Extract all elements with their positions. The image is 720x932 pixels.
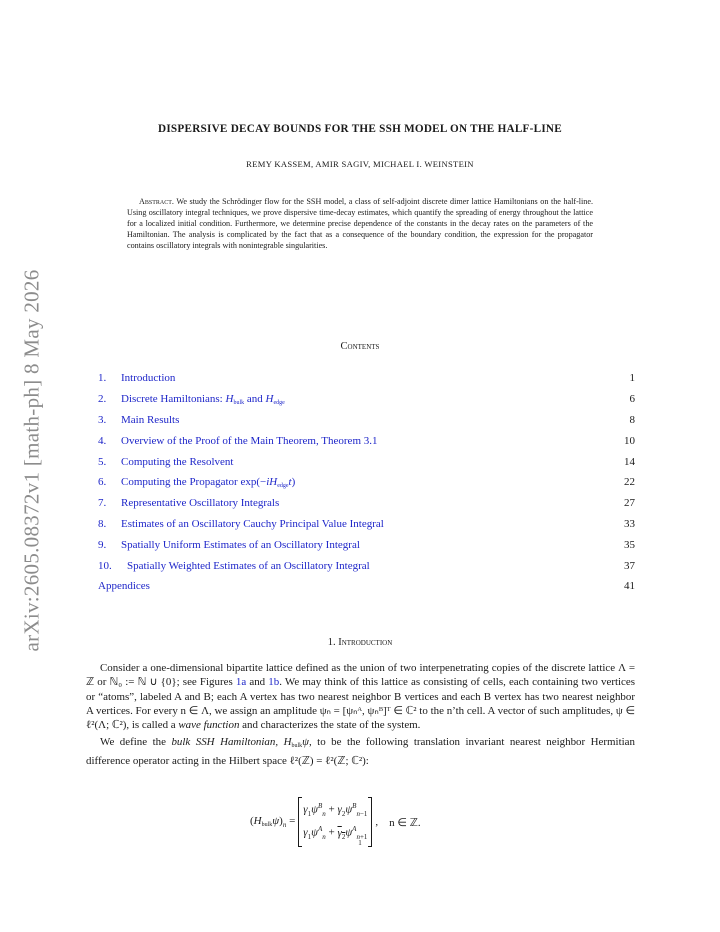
toc-page-number: 37 bbox=[624, 559, 635, 572]
toc-entry[interactable] bbox=[98, 472, 635, 493]
toc-entry-link[interactable]: 6. Computing the Propagator $\exp(-iH_{edge}t)$ bbox=[98, 475, 296, 489]
toc-entry[interactable] bbox=[98, 555, 635, 576]
toc-page-number: 8 bbox=[629, 413, 635, 426]
toc-entry[interactable] bbox=[98, 514, 635, 535]
bulk-hamiltonian-equation: $(H_{bulk}\psi)_n$ = $\gamma_1\psi^B_n + \gamma_2\psi^B_{n-1}$ $\gamma_1\psi^A_n + \gamma_2\psi^A_{n+1}$ , n ∈ ℤ. bbox=[250, 802, 421, 842]
toc-entry-link[interactable]: 1. Introduction bbox=[98, 372, 176, 385]
toc-entry[interactable] bbox=[98, 493, 635, 514]
toc-page-number: 6 bbox=[629, 393, 635, 406]
paragraph: Consider a one-dimensional bipartite lattice defined as the union of two interpenetrating copies of the discrete lattice Λ = ℤ or ℕ₀ := ℕ ∪ {0}; see Figures 1a and 1b. We may think of this lattice as consisting of cells, each containing two vertices or “atoms”, labeled A and B; each A vertex has two nearest neighbor B vertices and each B vertex has two nearest neighbor A vertices. For every n ∈ Λ, we assign an amplitude ψₙ = [ψₙᴬ, ψₙᴮ]ᵀ ∈ ℂ² to the n’th cell. A vector of such amplitudes, ψ ∈ ℓ²(Λ; ℂ²), is called a wave function and characterizes the state of the system. bbox=[86, 662, 635, 732]
abstract-label: Abstract. bbox=[139, 197, 174, 206]
toc-entry[interactable] bbox=[98, 389, 635, 410]
toc-entry[interactable] bbox=[98, 430, 635, 451]
introduction-body bbox=[86, 661, 635, 768]
paper-title: DISPERSIVE DECAY BOUNDS FOR THE SSH MODEL ON THE HALF-LINE bbox=[158, 123, 562, 135]
toc-entry[interactable] bbox=[98, 576, 635, 597]
toc-entry-link[interactable]: 8. Estimates of an Oscillatory Cauchy Principal Value Integral bbox=[98, 517, 384, 530]
toc-page-number: 35 bbox=[624, 538, 635, 551]
abstract bbox=[127, 196, 593, 251]
toc-entry[interactable] bbox=[98, 410, 635, 431]
toc-page-number: 41 bbox=[624, 580, 635, 593]
paragraph: We define the bulk SSH Hamiltonian, $H_{bulk}\psi$, to be the following translation invariant nearest neighbor Hermitian difference operator acting in the Hilbert space ℓ²(ℤ) = ℓ²(ℤ; ℂ²): bbox=[86, 736, 635, 767]
toc-entry-link[interactable]: 5. Computing the Resolvent bbox=[98, 455, 234, 468]
table-of-contents bbox=[98, 368, 635, 597]
section-title: Introduction bbox=[338, 637, 393, 648]
toc-entry-link[interactable]: 9. Spatially Uniform Estimates of an Oscillatory Integral bbox=[98, 538, 360, 551]
toc-entry-link[interactable]: 3. Main Results bbox=[98, 413, 180, 426]
toc-page-number: 33 bbox=[624, 517, 635, 530]
contents-heading: Contents bbox=[340, 341, 380, 352]
figure-link-1b[interactable]: 1b bbox=[268, 676, 280, 689]
toc-entry-link[interactable]: 10. Spatially Weighted Estimates of an Oscillatory Integral bbox=[98, 559, 370, 572]
toc-page-number: 27 bbox=[624, 497, 635, 510]
equation-vector: $\gamma_1\psi^B_n + \gamma_2\psi^B_{n-1}$ $\gamma_1\psi^A_n + \gamma_2\psi^A_{n+1}$ bbox=[298, 798, 372, 846]
toc-page-number: 10 bbox=[624, 434, 635, 447]
toc-page-number: 14 bbox=[624, 455, 635, 468]
author-list: REMY KASSEM, AMIR SAGIV, MICHAEL I. WEINSTEIN bbox=[246, 159, 474, 169]
figure-link-1a[interactable]: 1a bbox=[235, 676, 247, 689]
toc-page-number: 22 bbox=[624, 476, 635, 489]
toc-entry-link[interactable]: 4. Overview of the Proof of the Main Theorem, Theorem 3.1 bbox=[98, 434, 378, 447]
arxiv-identifier: arXiv:2605.08372v1 [math-ph] 8 May 2026 bbox=[19, 268, 44, 652]
toc-entry-link[interactable]: 7. Representative Oscillatory Integrals bbox=[98, 497, 280, 510]
arxiv-stamp bbox=[14, 240, 50, 680]
toc-entry[interactable] bbox=[98, 451, 635, 472]
toc-entry[interactable] bbox=[98, 368, 635, 389]
toc-entry[interactable] bbox=[98, 534, 635, 555]
toc-page-number: 1 bbox=[629, 372, 635, 385]
abstract-text: We study the Schrödinger flow for the SSH model, a class of self-adjoint discrete dimer lattice Hamiltonians on the half-line. Using oscillatory integral techniques, we prove dispersive time-decay estimates, which quantify the spreading of energy throughout the lattice for a localized initial condition. Furthermore, we determine precise dependence of the constants in the decay rates on the parameters of the Hamiltonian. The analysis is complicated by the fact that as a consequence of the boundary condition, the expression for the propagator contains oscillatory integrals with nonintegrable singularities. bbox=[127, 197, 593, 251]
page-number: 1 bbox=[358, 839, 362, 847]
toc-entry-link[interactable]: Appendices bbox=[98, 580, 150, 593]
equation-domain: n ∈ ℤ. bbox=[389, 816, 421, 829]
section-number: 1. bbox=[327, 637, 336, 648]
toc-entry-link[interactable]: 2. Discrete Hamiltonians: $H_{bulk}$ and $H_{edge}$ bbox=[98, 392, 285, 406]
section-heading bbox=[0, 637, 720, 648]
